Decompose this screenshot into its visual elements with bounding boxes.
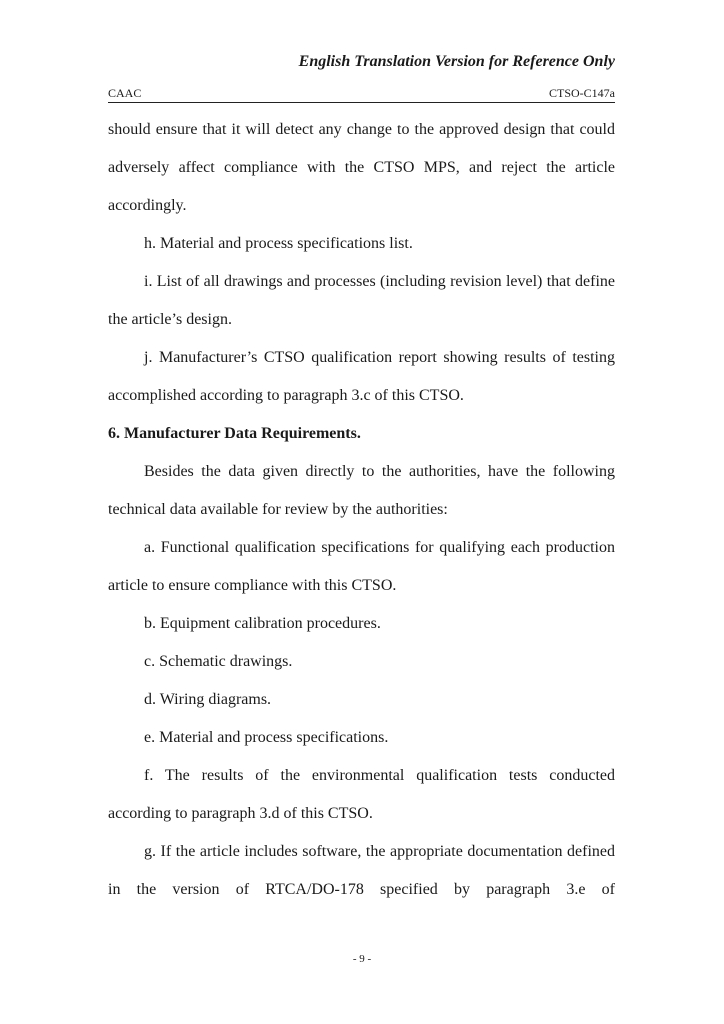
list-item-b: b. Equipment calibration procedures. [144, 615, 381, 632]
paragraph-continuation: should ensure that it will detect any change to the approved design that could adversely affect compliance with the CTSO MPS, and reject the article accordingly. [108, 121, 615, 214]
header-document-id: CTSO-C147a [549, 86, 615, 100]
section-heading: 6. Manufacturer Data Requirements. [108, 425, 361, 442]
section-intro-paragraph: Besides the data given directly to the authorities, have the following technical data available for review by the authorities: [108, 463, 615, 518]
list-item-j: j. Manufacturer’s CTSO qualification report showing results of testing accomplished according to paragraph 3.c of this CTSO. [108, 349, 615, 404]
list-item-a: a. Functional qualification specifications for qualifying each production article to ensure compliance with this CTSO. [108, 539, 615, 594]
list-item-c: c. Schematic drawings. [144, 653, 293, 670]
running-header [108, 86, 615, 103]
translation-banner: English Translation Version for Reference Only [298, 53, 615, 70]
list-item-e: e. Material and process specifications. [144, 729, 389, 746]
header-organization: CAAC [108, 86, 142, 100]
list-item-g: g. If the article includes software, the appropriate documentation defined in the version of RTCA/DO-178 specified by paragraph 3.e of [108, 843, 615, 898]
list-item-h: h. Material and process specifications list. [144, 235, 413, 252]
list-item-i: i. List of all drawings and processes (including revision level) that define the article’s design. [108, 273, 615, 328]
list-item-f: f. The results of the environmental qualification tests conducted according to paragraph 3.d of this CTSO. [108, 767, 615, 822]
page-number: - 9 - [352, 953, 372, 965]
list-item-d: d. Wiring diagrams. [144, 691, 272, 708]
body-text [108, 111, 615, 909]
